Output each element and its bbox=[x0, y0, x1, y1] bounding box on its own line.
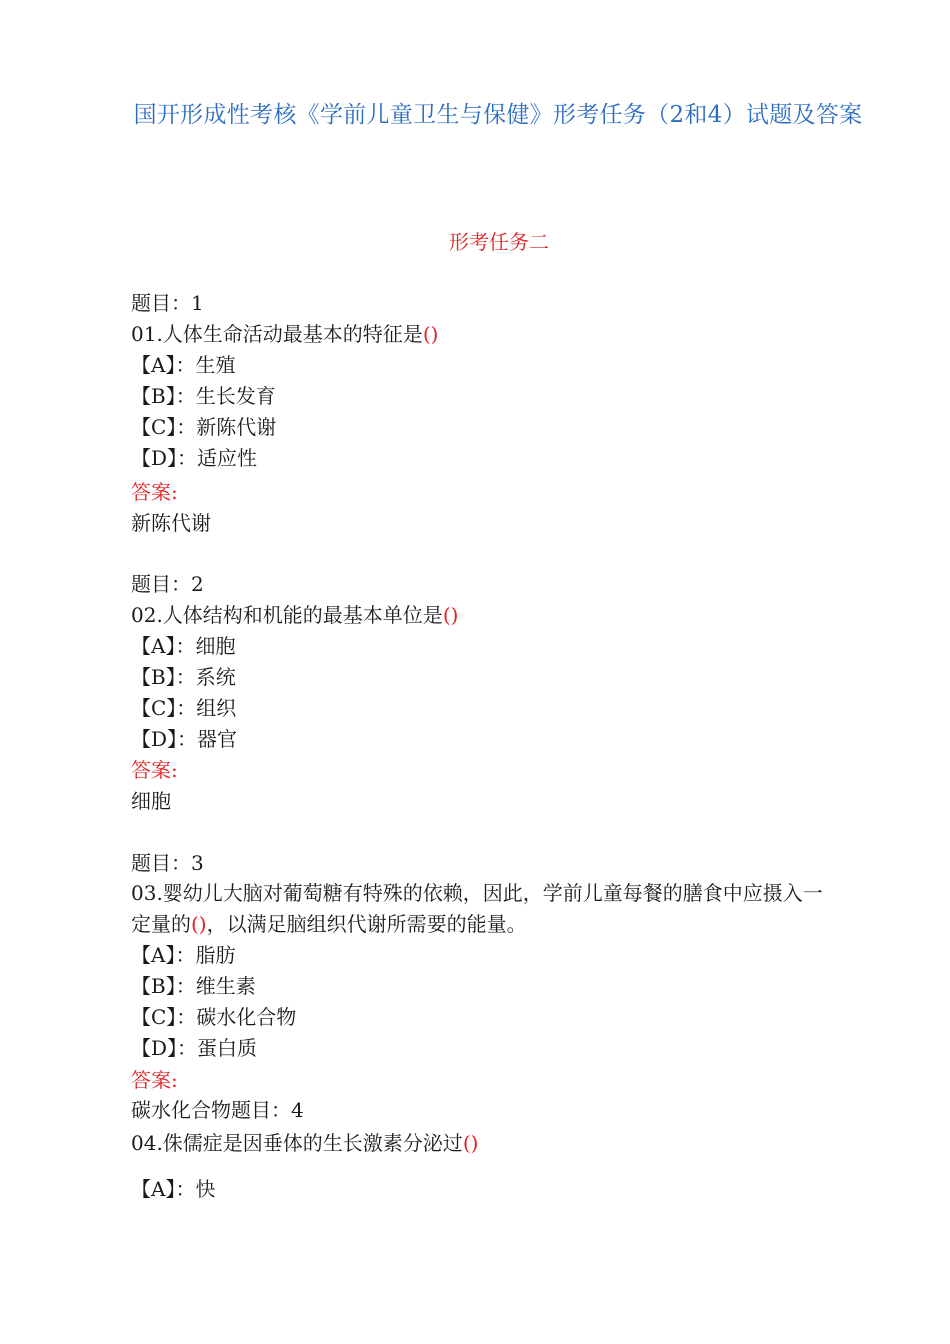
answer-label: 答案: bbox=[131, 480, 178, 504]
question-header: 题目：1 bbox=[131, 291, 204, 315]
question-stem bbox=[131, 599, 458, 628]
option-c: 【C】：碳水化合物 bbox=[131, 1005, 297, 1029]
answer-value: 新陈代谢 bbox=[131, 511, 211, 535]
option-c: 【C】：新陈代谢 bbox=[131, 415, 277, 439]
answer-value: 细胞 bbox=[131, 789, 171, 813]
option-d: 【D】：蛋白质 bbox=[131, 1036, 258, 1060]
answer-blank: () bbox=[191, 912, 207, 936]
option-d: 【D】：适应性 bbox=[131, 446, 258, 470]
option-a: 【A】：生殖 bbox=[131, 353, 236, 377]
question-stem bbox=[131, 1127, 478, 1156]
option-d: 【D】：器官 bbox=[131, 727, 238, 751]
option-a: 【A】：快 bbox=[131, 1177, 216, 1201]
question-stem-text: 01.人体生命活动最基本的特征是 bbox=[131, 322, 423, 346]
question-stem-text: 04.侏儒症是因垂体的生长激素分泌过 bbox=[131, 1131, 463, 1155]
answer-blank: () bbox=[422, 322, 439, 346]
option-a: 【A】：细胞 bbox=[131, 634, 236, 658]
question-header: 题目：3 bbox=[131, 851, 204, 875]
question-stem-text: 定量的 bbox=[131, 912, 191, 936]
question-stem bbox=[131, 318, 438, 347]
option-b: 【B】：维生素 bbox=[131, 974, 256, 998]
section-title: 形考任务二 bbox=[449, 230, 549, 254]
question-stem-line2 bbox=[131, 908, 527, 937]
question-stem-text: 02.人体结构和机能的最基本单位是 bbox=[131, 603, 443, 627]
answer-blank: () bbox=[442, 603, 459, 627]
answer-label: 答案: bbox=[131, 1068, 178, 1092]
option-c: 【C】：组织 bbox=[131, 696, 237, 720]
option-b: 【B】：系统 bbox=[131, 665, 236, 689]
question-header: 题目：2 bbox=[131, 572, 204, 596]
question-stem-text: ，以满足脑组织代谢所需要的能量。 bbox=[206, 912, 527, 936]
question-stem-line1: 03.婴幼儿大脑对葡萄糖有特殊的依赖，因此，学前儿童每餐的膳食中应摄入一 bbox=[131, 881, 823, 905]
answer-value: 碳水化合物题目：4 bbox=[131, 1098, 304, 1122]
answer-label: 答案: bbox=[131, 758, 178, 782]
option-b: 【B】：生长发育 bbox=[131, 384, 276, 408]
answer-blank: () bbox=[462, 1131, 479, 1155]
document-title: 国开形成性考核《学前儿童卫生与保健》形考任务（2和4）试题及答案 bbox=[133, 102, 863, 128]
option-a: 【A】：脂肪 bbox=[131, 943, 236, 967]
